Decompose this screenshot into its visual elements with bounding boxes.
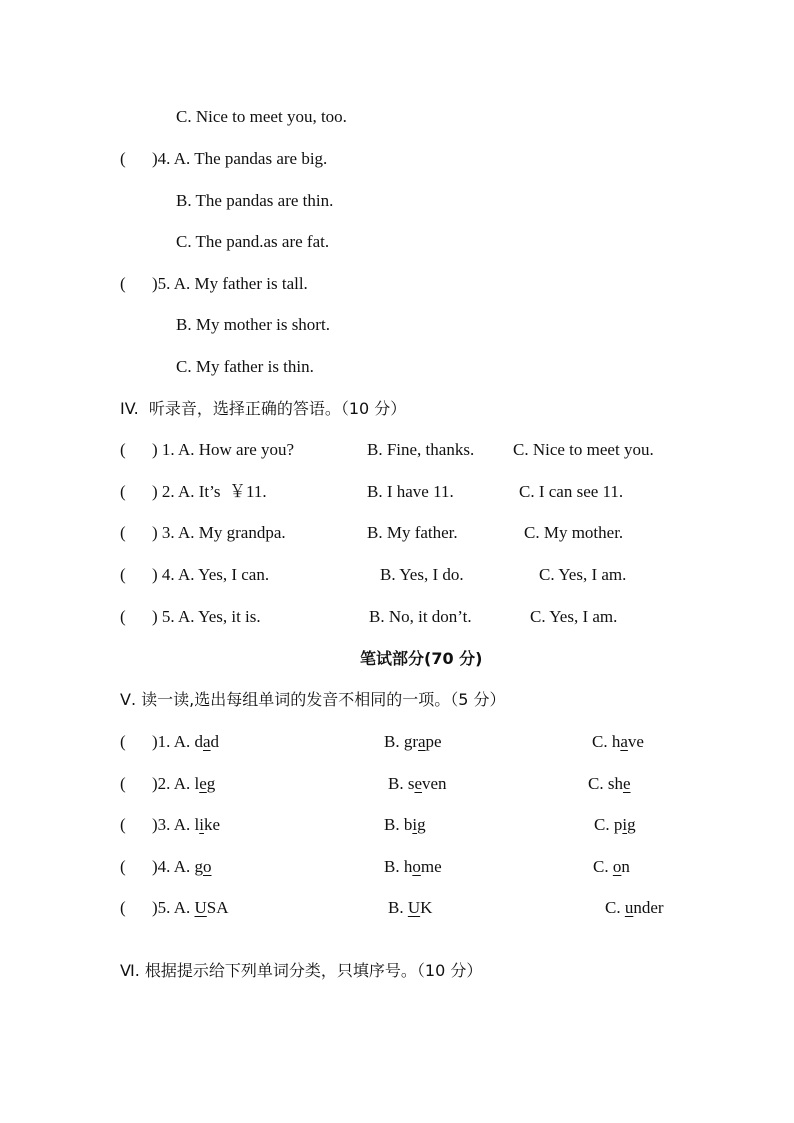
option-a: ) 1. A. How are you?: [152, 440, 295, 459]
option-c: C. Nice to meet you, too.: [176, 107, 347, 126]
option-b: B. My father.: [367, 523, 458, 542]
answer-bracket[interactable]: (: [120, 815, 126, 834]
option-c: C. My mother.: [524, 523, 624, 542]
answer-bracket[interactable]: (: [120, 607, 126, 626]
option-c: C. have: [592, 732, 644, 751]
section-title: Ⅵ. 根据提示给下列单词分类，只填序号。（10 分）: [120, 961, 483, 980]
answer-bracket[interactable]: (: [120, 440, 126, 459]
option-b: B. seven: [388, 774, 447, 793]
answer-bracket[interactable]: (: [120, 732, 126, 751]
answer-bracket[interactable]: (: [120, 274, 126, 293]
answer-bracket[interactable]: (: [120, 898, 126, 917]
option-a: )4. A. go: [152, 857, 212, 876]
option-a: )2. A. leg: [152, 774, 216, 793]
option-c: C. I can see 11.: [519, 482, 624, 501]
answer-bracket[interactable]: (: [120, 482, 126, 501]
option-b: B. I have 11.: [367, 482, 454, 501]
option-c: C. Yes, I am.: [530, 607, 618, 626]
answer-bracket[interactable]: (: [120, 523, 126, 542]
option-c: C. pig: [594, 815, 636, 834]
option-c: C. under: [605, 898, 664, 917]
option-a: ) 5. A. Yes, it is.: [152, 607, 261, 626]
option-c: C. The pand.as are fat.: [176, 232, 330, 251]
question-stem: )5. A. My father is tall.: [152, 274, 308, 293]
option-b: B. Fine, thanks.: [367, 440, 475, 459]
answer-bracket[interactable]: (: [120, 857, 126, 876]
option-b: B. big: [384, 815, 426, 834]
answer-bracket[interactable]: (: [120, 774, 126, 793]
option-c: C. on: [593, 857, 630, 876]
option-b: B. The pandas are thin.: [176, 191, 334, 210]
option-a: ) 2. A. It’s ￥11.: [152, 482, 267, 501]
option-b: B. grape: [384, 732, 442, 751]
option-c: C. she: [588, 774, 631, 793]
option-a: ) 3. A. My grandpa.: [152, 523, 286, 542]
option-b: B. My mother is short.: [176, 315, 330, 334]
option-b: B. UK: [388, 898, 433, 917]
option-b: B. Yes, I do.: [380, 565, 464, 584]
section-title: IV. 听录音，选择正确的答语。（10 分）: [120, 399, 407, 418]
option-a: )5. A. USA: [152, 898, 229, 917]
section-title: Ⅴ. 读一读,选出每组单词的发音不相同的一项。（5 分）: [120, 690, 506, 709]
option-c: C. Nice to meet you.: [513, 440, 654, 459]
answer-bracket[interactable]: (: [120, 149, 126, 168]
option-b: B. No, it don’t.: [369, 607, 472, 626]
written-part-heading: 笔试部分(70 分): [360, 649, 483, 668]
option-a: )3. A. like: [152, 815, 221, 834]
answer-bracket[interactable]: (: [120, 565, 126, 584]
option-a: )1. A. dad: [152, 732, 220, 751]
question-stem: )4. A. The pandas are big.: [152, 149, 328, 168]
option-a: ) 4. A. Yes, I can.: [152, 565, 270, 584]
option-b: B. home: [384, 857, 442, 876]
option-c: C. Yes, I am.: [539, 565, 627, 584]
option-c: C. My father is thin.: [176, 357, 314, 376]
